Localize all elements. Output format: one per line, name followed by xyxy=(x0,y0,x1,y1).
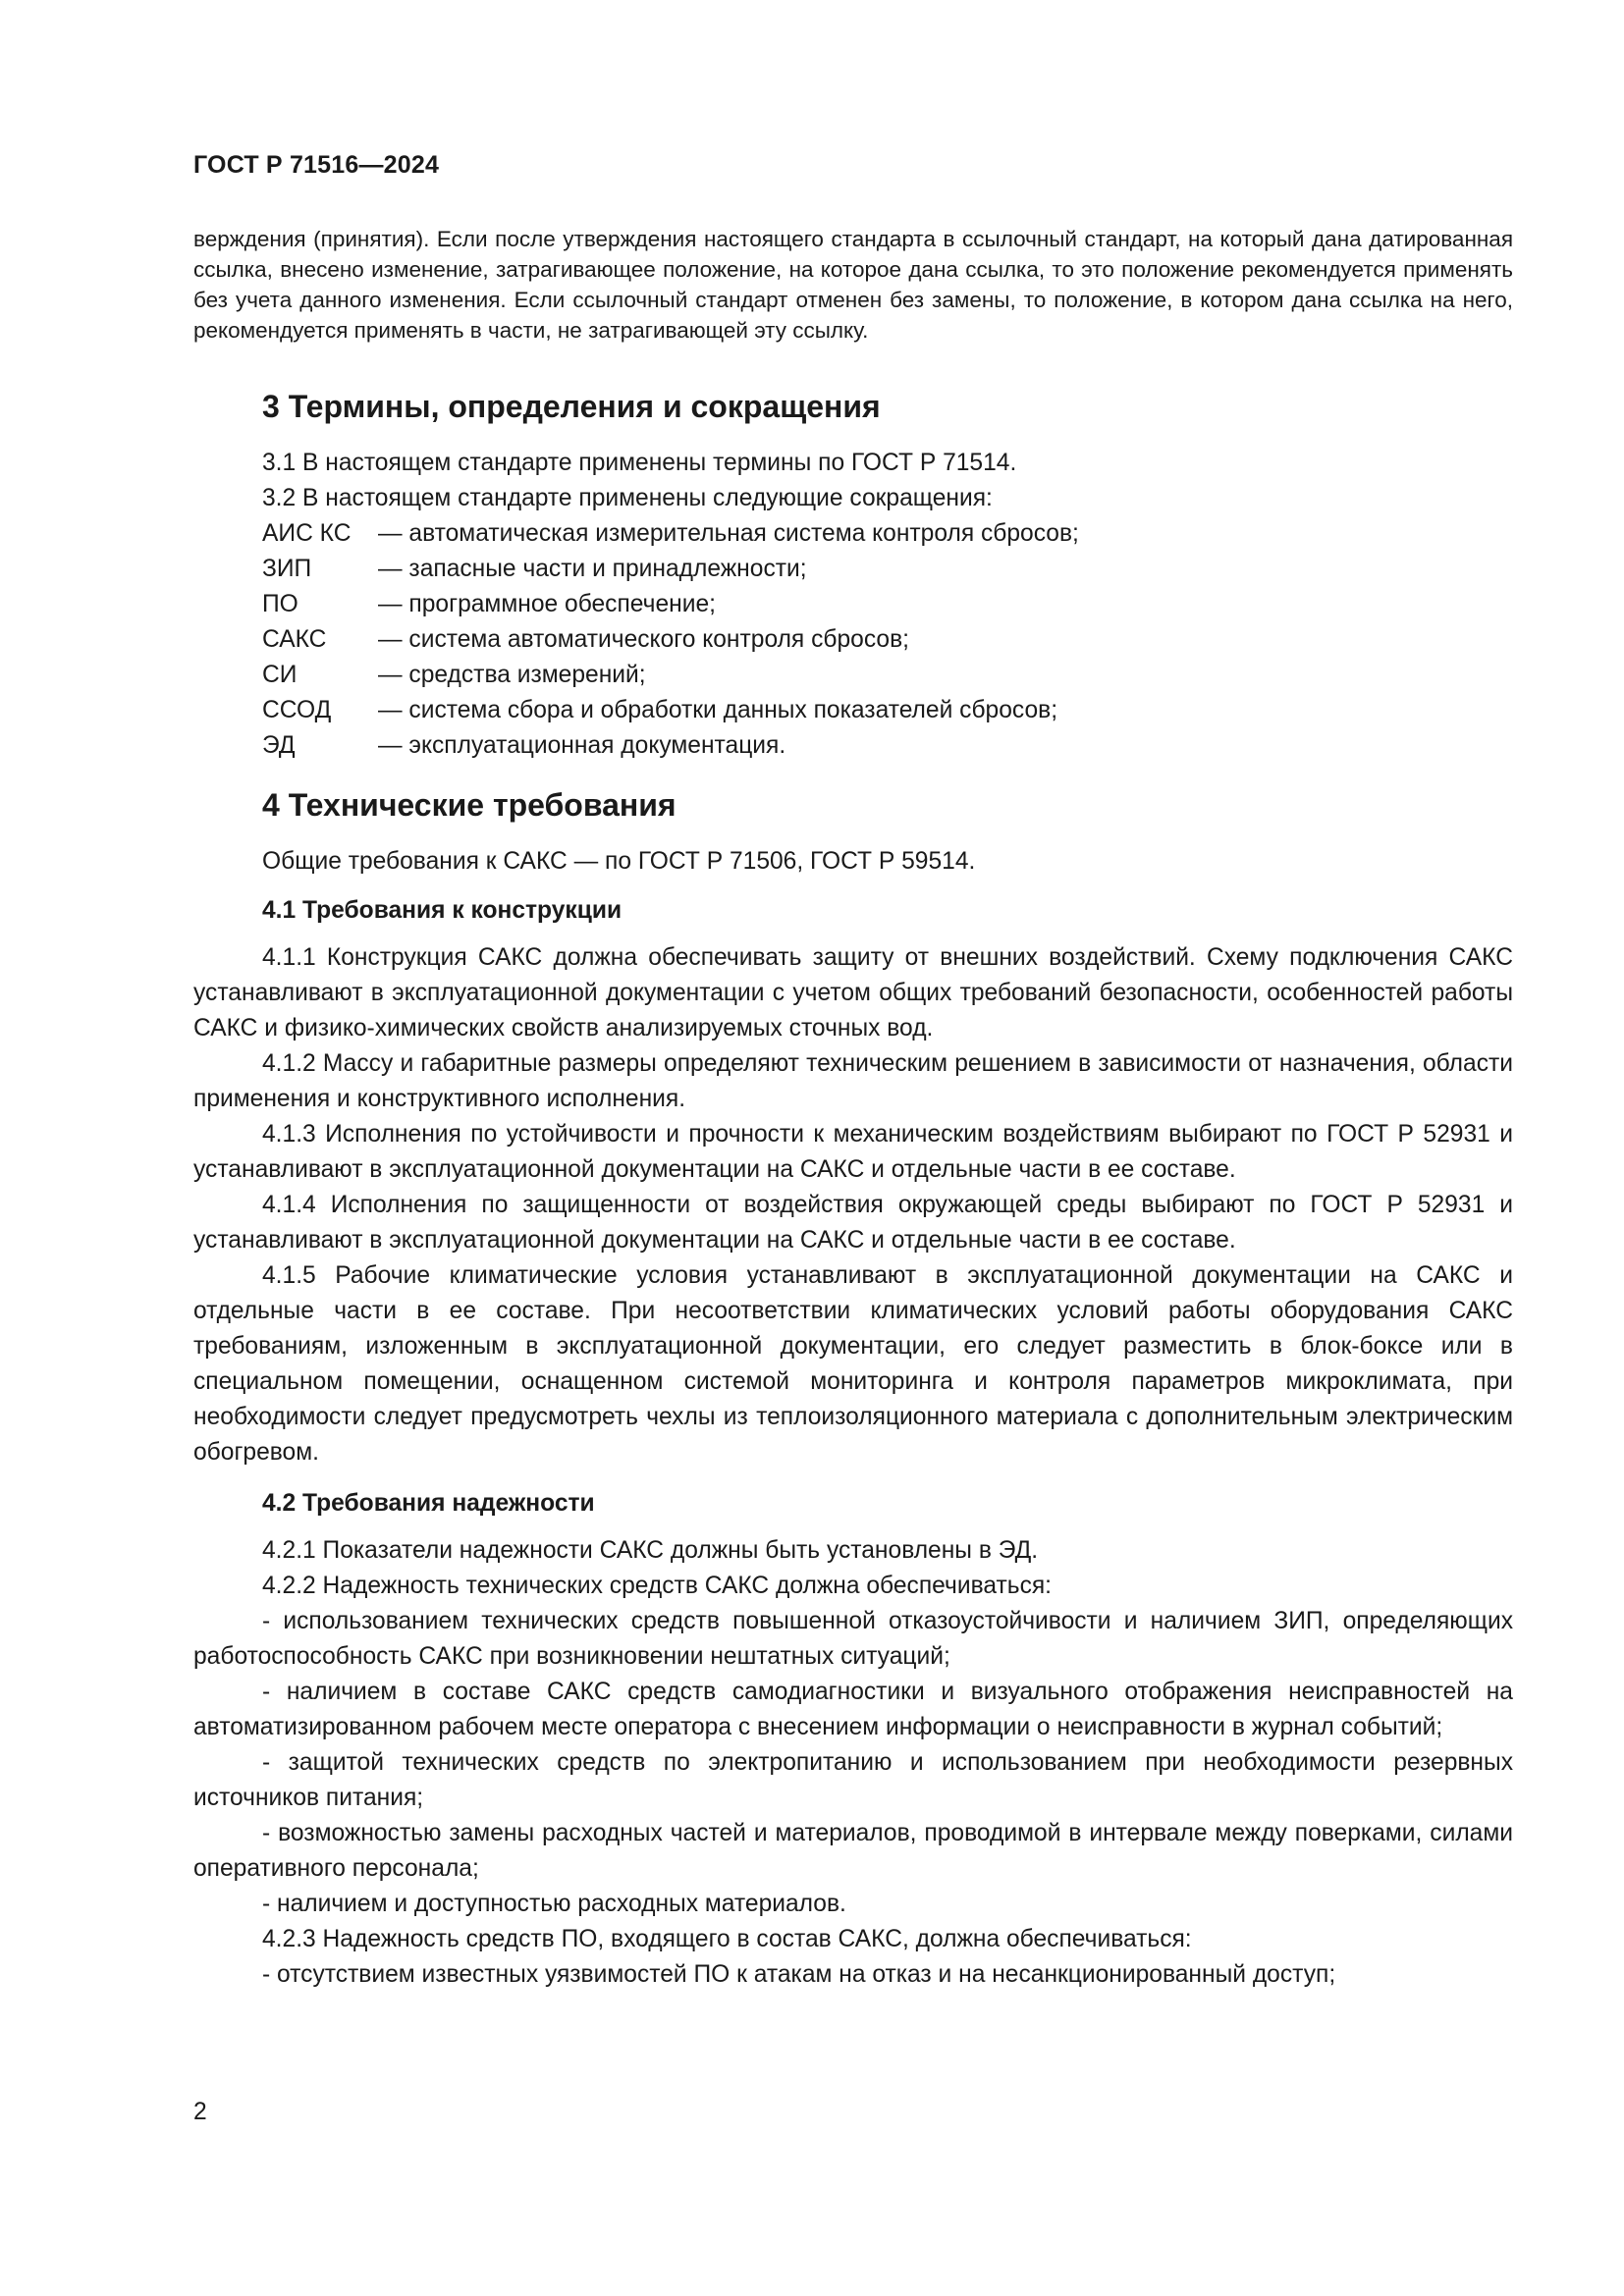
abbreviation-term: СИ xyxy=(262,662,298,688)
clause-4-1-2: 4.1.2 Массу и габаритные размеры определяют техническим решением в зависимости от назначения, области применения и конструктивного исполнения. xyxy=(193,1050,1513,1112)
list-item: - использованием технических средств повышенной отказоустойчивости и наличием ЗИП, определяющих работоспособность САКС при возникновении нештатных ситуаций; xyxy=(193,1608,1513,1670)
list-item: - отсутствием известных уязвимостей ПО к атакам на отказ и на несанкционированный доступ; xyxy=(262,1961,1336,1988)
clause-4-1-5: 4.1.5 Рабочие климатические условия устанавливают в эксплуатационной документации на САКС и отдельные части в ее составе. При несоответствии климатических условий работы оборудования САКС требованиям, изложенным в эксплуатационной документации, его следует разместить в блок-боксе или в специальном помещении, оснащенном системой мониторинга и контроля параметров микроклимата, при необходимости следует предусмотреть чехлы из теплоизоляционного материала с дополнительным электрическим обогревом. xyxy=(193,1262,1513,1466)
abbreviation-term: САКС xyxy=(262,626,327,653)
abbreviation-row xyxy=(262,552,1513,587)
abbreviation-row xyxy=(262,728,1513,764)
subsection-4-2-title: 4.2 Требования надежности xyxy=(262,1490,595,1517)
section-3-title: 3 Термины, определения и сокращения xyxy=(262,389,881,424)
list-item: - возможностью замены расходных частей и материалов, проводимой в интервале между поверками, силами оперативного персонала; xyxy=(193,1820,1513,1882)
abbreviation-definition: — система автоматического контроля сбросов; xyxy=(378,626,909,653)
abbreviation-definition: — эксплуатационная документация. xyxy=(378,732,786,759)
document-code-header: ГОСТ Р 71516—2024 xyxy=(193,151,440,179)
abbreviation-definition: — автоматическая измерительная система контроля сбросов; xyxy=(378,520,1079,547)
page-body xyxy=(193,224,1513,1993)
clause-4-2-3: 4.2.3 Надежность средств ПО, входящего в состав САКС, должна обеспечиваться: xyxy=(262,1926,1192,1952)
page-number: 2 xyxy=(193,2099,207,2125)
abbreviation-row xyxy=(262,658,1513,693)
abbreviation-list xyxy=(193,516,1513,764)
intro-paragraph: верждения (принятия). Если после утверждения настоящего стандарта в ссылочный стандарт, на который дана датированная ссылка, внесено изменение, затрагивающее положение, на которое дана ссылка, то это положение рекомендуется применять без учета данного изменения. Если ссылочный стандарт отменен без замены, то положение, в котором дана ссылка на него, рекомендуется применять в части, не затрагивающей эту ссылку. xyxy=(193,227,1513,343)
abbreviation-term: ССОД xyxy=(262,697,332,723)
abbreviation-definition: — программное обеспечение; xyxy=(378,591,716,617)
clause-4-1-1: 4.1.1 Конструкция САКС должна обеспечивать защиту от внешних воздействий. Схему подключения САКС устанавливают в эксплуатационной документации с учетом общих требований безопасности, особенностей работы САКС и физико-химических свойств анализируемых сточных вод. xyxy=(193,944,1513,1041)
clause-4-1-4: 4.1.4 Исполнения по защищенности от воздействия окружающей среды выбирают по ГОСТ Р 52931 и устанавливают в эксплуатационной документации на САКС и отдельные части в ее составе. xyxy=(193,1192,1513,1254)
abbreviation-row xyxy=(262,622,1513,658)
section-3-paragraph-1: 3.1 В настоящем стандарте применены термины по ГОСТ Р 71514. xyxy=(262,450,1017,476)
abbreviation-definition: — средства измерений; xyxy=(378,662,646,688)
abbreviation-term: ЗИП xyxy=(262,556,312,582)
abbreviation-term: ПО xyxy=(262,591,298,617)
abbreviation-definition: — запасные части и принадлежности; xyxy=(378,556,807,582)
clause-4-2-2: 4.2.2 Надежность технических средств САКС должна обеспечиваться: xyxy=(262,1573,1053,1599)
section-4-title: 4 Технические требования xyxy=(262,787,677,823)
section-4-general-requirements: Общие требования к САКС — по ГОСТ Р 71506, ГОСТ Р 59514. xyxy=(262,848,976,875)
list-item: - наличием и доступностью расходных материалов. xyxy=(262,1891,846,1917)
abbreviation-row xyxy=(262,516,1513,552)
abbreviation-term: ЭД xyxy=(262,732,296,759)
abbreviation-row xyxy=(262,587,1513,622)
subsection-4-1-title: 4.1 Требования к конструкции xyxy=(262,897,623,924)
clause-4-1-3: 4.1.3 Исполнения по устойчивости и прочности к механическим воздействиям выбирают по ГОСТ Р 52931 и устанавливают в эксплуатационной документации на САКС и отдельные части в ее составе. xyxy=(193,1121,1513,1183)
list-item: - защитой технических средств по электропитанию и использованием при необходимости резервных источников питания; xyxy=(193,1749,1513,1811)
section-3-paragraph-2: 3.2 В настоящем стандарте применены следующие сокращения: xyxy=(262,485,993,511)
clause-4-2-1: 4.2.1 Показатели надежности САКС должны быть установлены в ЭД. xyxy=(262,1537,1039,1564)
abbreviation-term: АИС КС xyxy=(262,520,352,547)
list-item: - наличием в составе САКС средств самодиагностики и визуального отображения неисправностей на автоматизированном рабочем месте оператора с внесением информации о неисправности в журнал событий; xyxy=(193,1679,1513,1740)
abbreviation-row xyxy=(262,693,1513,728)
abbreviation-definition: — система сбора и обработки данных показателей сбросов; xyxy=(378,697,1058,723)
